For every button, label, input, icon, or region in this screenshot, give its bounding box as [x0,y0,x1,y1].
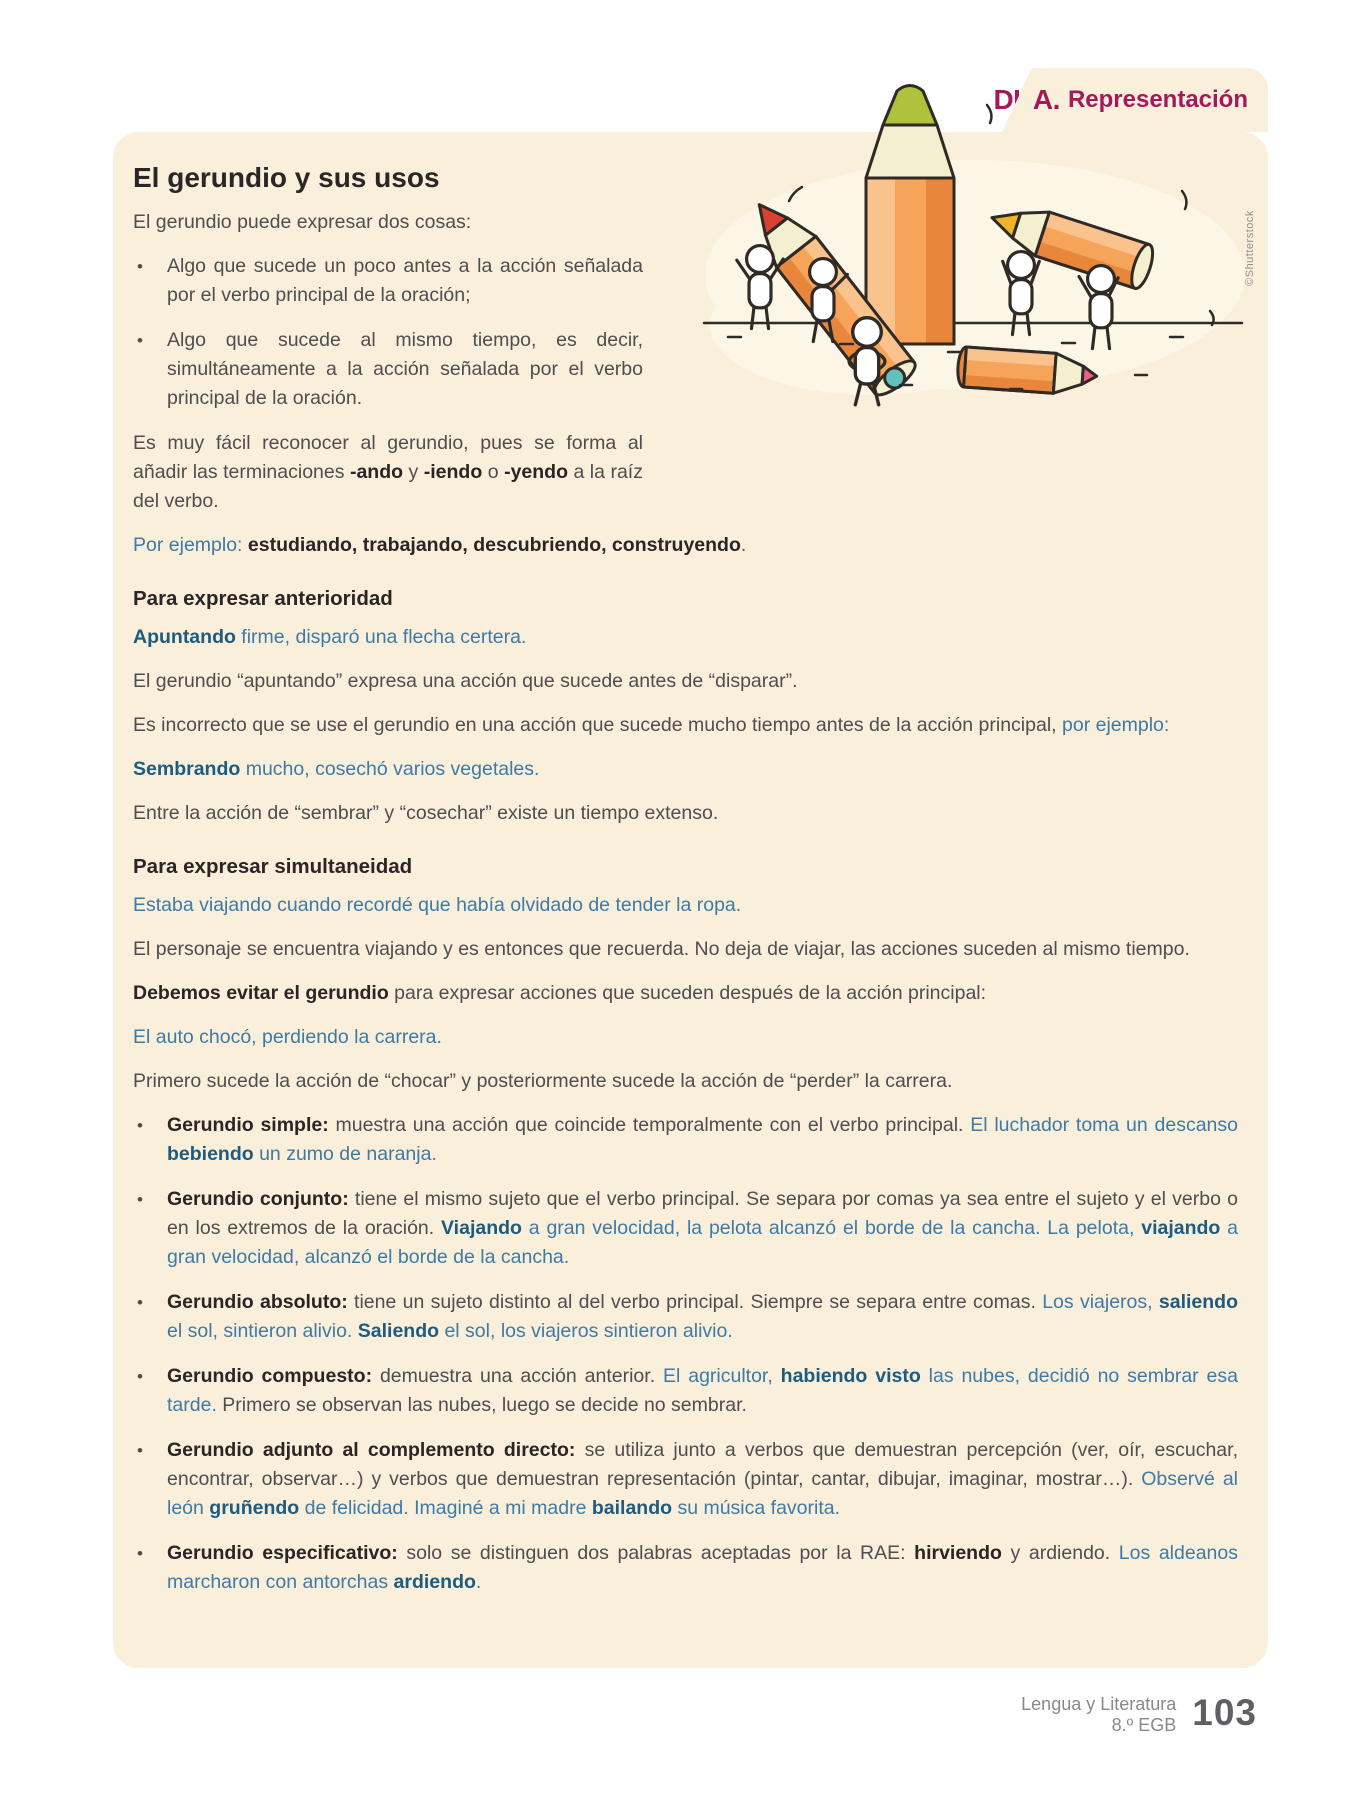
dua-label: DUA. [993,84,1060,115]
bullet-marker: • [137,1116,143,1135]
footer-subject: Lengua y Literatura [1021,1694,1177,1714]
text-run: Primero se observan las nubes, luego se decide no sembrar. [216,1394,747,1416]
text-run: solo se distinguen dos palabras aceptadas por la RAE: [397,1542,915,1564]
text-run: Entre la acción de “sembrar” y “cosechar” existe un tiempo extenso. [133,802,719,824]
text-run: Es muy fácil reconocer al gerundio, pues se forma al añadir las terminaciones [133,432,643,483]
section-heading [133,584,1238,613]
text-run: o [482,461,505,483]
text-run: un zumo de naranja. [253,1143,437,1165]
paragraph [133,531,1238,560]
text-run: Gerundio adjunto al complemento directo: [167,1439,576,1461]
list-item [133,252,643,310]
text-run: Estaba viajando cuando recordé que había olvidado de tender la ropa. [133,894,742,916]
text-run: . [475,1571,482,1593]
text-run: Para expresar simultaneidad [133,855,413,878]
text-run: viajando [1141,1217,1221,1239]
text-run: Algo que sucede un poco antes a la acción señalada por el verbo principal de la oración; [167,255,643,306]
text-run: Apuntando [133,626,236,648]
text-run: -yendo [504,461,568,483]
text-run: demuestra una acción anterior. [372,1365,663,1387]
footer [1021,1694,1257,1736]
text-run: habiendo visto [780,1365,921,1387]
text-run: Es incorrecto que se use el gerundio en una acción que sucede mucho tiempo antes de la acción principal, [133,714,1062,736]
bullet-marker: • [137,1441,143,1460]
text-run: de felicidad. Imaginé a mi madre [299,1497,592,1519]
paragraph [133,979,1238,1008]
text-run: Los aldeanos marcharon con antorchas [167,1542,1238,1593]
text-run: Gerundio compuesto: [167,1365,373,1387]
bullet-marker: • [137,1293,143,1312]
list-item [133,326,643,413]
list-item [133,1436,1238,1523]
page-number: 103 [1192,1692,1257,1733]
text-run: Observé al león [167,1468,1238,1519]
text-run: gruñendo [209,1497,300,1519]
bullet-marker: • [137,1190,143,1209]
dua-category-label: Representación [1067,86,1248,113]
text-run: Gerundio conjunto: [167,1188,349,1210]
paragraph [133,623,1238,652]
text-run: firme, disparó una flecha certera. [235,626,527,648]
text-run: para expresar acciones que suceden después de la acción principal: [388,982,987,1004]
bullet-marker: • [137,1544,143,1563]
text-run: mucho, cosechó varios vegetales. [240,758,540,780]
text-run: se utiliza junto a verbos que demuestran percepción (ver, oír, escuchar, encontrar, observar…) y verbos que demuestran representación (pintar, cantar, dibujar, imaginar, mostrar…). [167,1439,1238,1490]
text-run: Algo que sucede al mismo tiempo, es decir, simultáneamente a la acción señalada por el verbo principal de la oración. [167,329,643,409]
bullet-marker: • [137,1367,143,1386]
text-run: Primero sucede la acción de “chocar” y posteriormente sucede la acción de “perder” la carrera. [133,1070,953,1092]
text-run: a gran velocidad, la pelota alcanzó el borde de la cancha. La pelota, [521,1217,1142,1239]
text-run: Gerundio especificativo: [167,1542,398,1564]
text-run: y [403,461,424,483]
text-run: El luchador toma un descanso [970,1114,1238,1136]
text-run: muestra una acción que coincide temporalmente con el verbo principal. [328,1114,971,1136]
giant-pencil-icon [866,86,954,345]
text-run: y ardiendo. [1001,1542,1119,1564]
pencils-illustration [690,75,1256,420]
text-run: . [740,534,747,556]
text-run: Por ejemplo: [133,534,248,556]
paragraph [133,1023,1238,1052]
list-item-text [167,1539,1238,1597]
text-run: Sembrando [133,758,241,780]
footer-subject-block [1021,1694,1176,1736]
list-item [133,1185,1238,1272]
text-run: estudiando, trabajando, descubriendo, construyendo [247,534,741,556]
image-credit: ©Shutterstock [1244,210,1256,286]
section-heading [133,852,1238,881]
text-run: El auto chocó, perdiendo la carrera. [133,1026,442,1048]
text-run: Gerundio absoluto: [167,1291,348,1313]
list-item [133,1539,1238,1597]
text-run: bailando [591,1497,673,1519]
text-run: el sol, los viajeros sintieron alivio. [439,1320,733,1342]
list-item-text [167,1362,1238,1420]
list-item-text [167,1436,1238,1523]
list-item-text [167,1111,1238,1169]
list-item-text [167,1288,1238,1346]
text-run: El gerundio puede expresar dos cosas: [133,211,472,233]
list-item [133,1362,1238,1420]
paragraph [133,891,1238,920]
list-item [133,1288,1238,1346]
text-run: El agricultor, [663,1365,781,1387]
text-run: su música favorita. [672,1497,841,1519]
text-run: El personaje se encuentra viajando y es entonces que recuerda. No deja de viajar, las acciones suceden al mismo tiempo. [133,938,1190,960]
text-run: El gerundio “apuntando” expresa una acción que sucede antes de “disparar”. [133,670,798,692]
text-run: a gran velocidad, alcanzó el borde de la cancha. [167,1217,1239,1268]
paragraph [133,799,1238,828]
text-run: saliendo [1158,1291,1238,1313]
text-run: Los viajeros, [1042,1291,1159,1313]
paragraph [133,667,1238,696]
bullet-marker: • [137,257,143,276]
text-run: Para expresar anterioridad [133,587,393,610]
text-run: el sol, sintieron alivio. [167,1320,358,1342]
text-run: las nubes, decidió no sembrar esa tarde. [167,1365,1238,1416]
text-run: Viajando [441,1217,522,1239]
list-item-text [167,252,643,310]
text-run: ardiendo [393,1571,476,1593]
text-run: Gerundio simple: [167,1114,329,1136]
paragraph [133,1067,1238,1096]
text-run: tiene el mismo sujeto que el verbo principal. Se separa por comas ya sea entre el sujeto y el verbo o en los extremos de la oración. [167,1188,1238,1239]
paragraph [133,755,1238,784]
text-run: Debemos evitar el gerundio [133,982,389,1004]
text-run: -iendo [423,461,483,483]
page-title: El gerundio y sus usos [133,162,440,193]
footer-grade: 8.º EGB [1111,1715,1177,1735]
bullet-marker: • [137,331,143,350]
text-run: Saliendo [357,1320,440,1342]
paragraph [133,935,1238,964]
list-item-text [167,1185,1238,1272]
text-run: -ando [349,461,404,483]
text-run: a la raíz del verbo. [133,461,643,512]
list-item [133,1111,1238,1169]
text-run: hirviendo [914,1542,1002,1564]
paragraph [133,711,1238,740]
list-item-text [167,326,643,413]
text-run: tiene un sujeto distinto al del verbo principal. Siempre se separa entre comas. [347,1291,1043,1313]
text-run: por ejemplo: [1062,714,1170,736]
text-run: bebiendo [167,1143,254,1165]
